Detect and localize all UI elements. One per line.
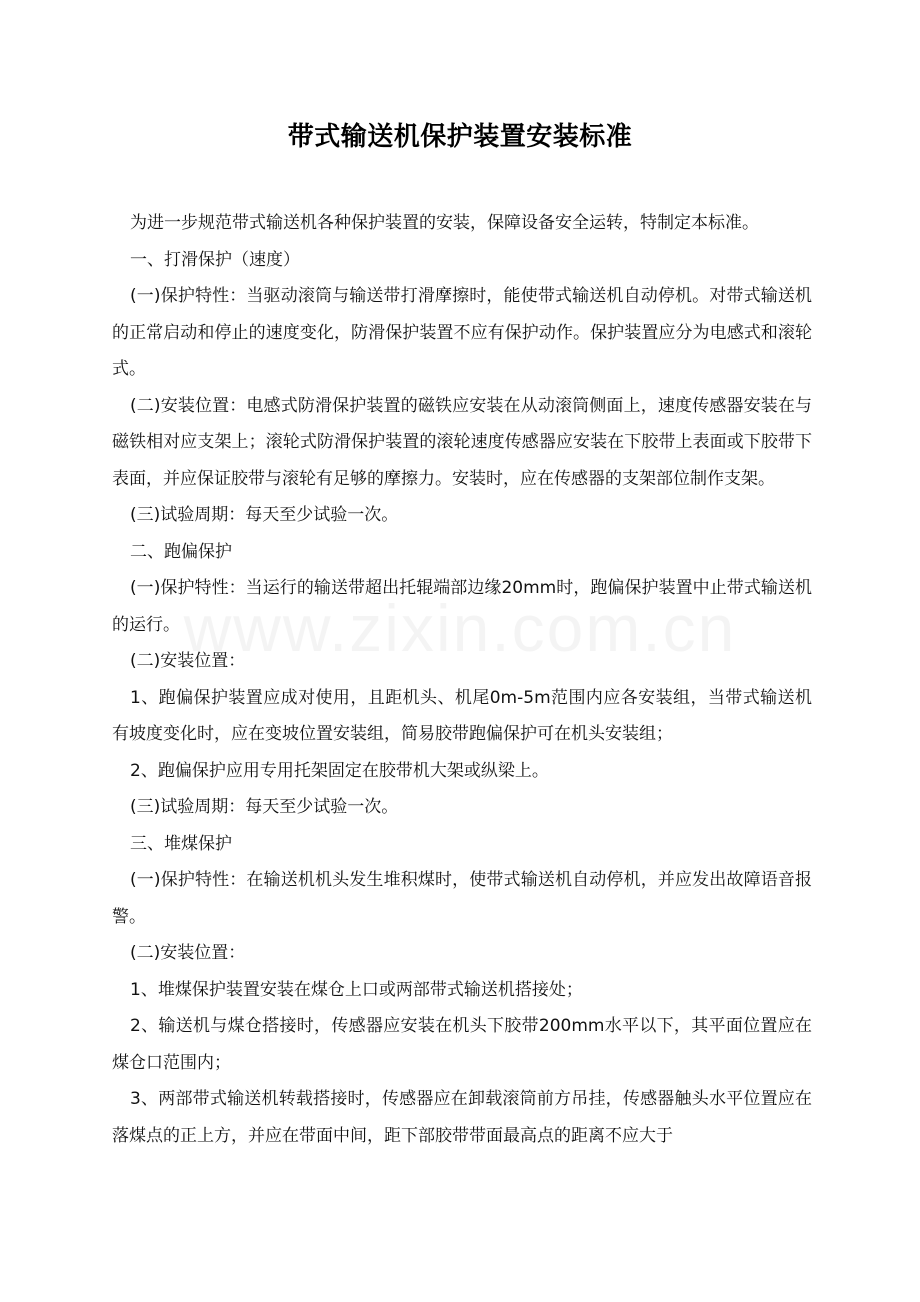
paragraph: 2、输送机与煤仓搭接时，传感器应安装在机头下胶带200mm水平以下，其平面位置应在煤仓口范围内； [112,1016,812,1073]
section-heading-deviation-protection: 二、跑偏保护 [130,541,232,562]
paragraph: 1、堆煤保护装置安装在煤仓上口或两部带式输送机搭接处； [130,979,583,1000]
paragraph: (二)安装位置： [130,651,246,671]
section-heading-coal-pile-protection: 三、堆煤保护 [130,833,232,854]
paragraph: (一)保护特性：在输送机机头发生堆积煤时，使带式输送机自动停机，并应发出故障语音报警。 [112,870,812,927]
section-heading-slip-protection: 一、打滑保护（速度） [130,249,300,270]
paragraph: (一)保护特性：当驱动滚筒与输送带打滑摩擦时，能使带式输送机自动停机。对带式输送机的正常启动和停止的速度变化，防滑保护装置不应有保护动作。保护装置应分为电感式和滚轮式。 [112,286,812,379]
paragraph: 3、两部带式输送机转载搭接时，传感器应在卸载滚筒前方吊挂，传感器触头水平位置应在落煤点的正上方，并应在带面中间，距下部胶带带面最高点的距离不应大于 [112,1089,812,1146]
document-body [112,205,812,1154]
paragraph: (二)安装位置： [130,943,246,963]
paragraph: 1、跑偏保护装置应成对使用，且距机头、机尾0m-5m范围内应各安装组，当带式输送机有坡度变化时，应在变坡位置安装组，简易胶带跑偏保护可在机头安装组； [112,687,812,744]
paragraph-intro: 为进一步规范带式输送机各种保护装置的安装，保障设备安全运转，特制定本标准。 [130,213,759,233]
document-title: 带式输送机保护装置安装标准 [287,122,633,152]
paragraph: (三)试验周期：每天至少试验一次。 [130,505,399,525]
paragraph: (一)保护特性：当运行的输送带超出托辊端部边缘20mm时，跑偏保护装置中止带式输送机的运行。 [112,578,812,635]
paragraph: (二)安装位置：电感式防滑保护装置的磁铁应安装在从动滚筒侧面上，速度传感器安装在与磁铁相对应支架上；滚轮式防滑保护装置的滚轮速度传感器应安装在下胶带上表面或下胶带下表面，并应保证胶带与滚轮有足够的摩擦力。安装时，应在传感器的支架部位制作支架。 [112,395,812,489]
paragraph: (三)试验周期：每天至少试验一次。 [130,797,399,817]
paragraph: 2、跑偏保护应用专用托架固定在胶带机大架或纵梁上。 [130,760,549,781]
